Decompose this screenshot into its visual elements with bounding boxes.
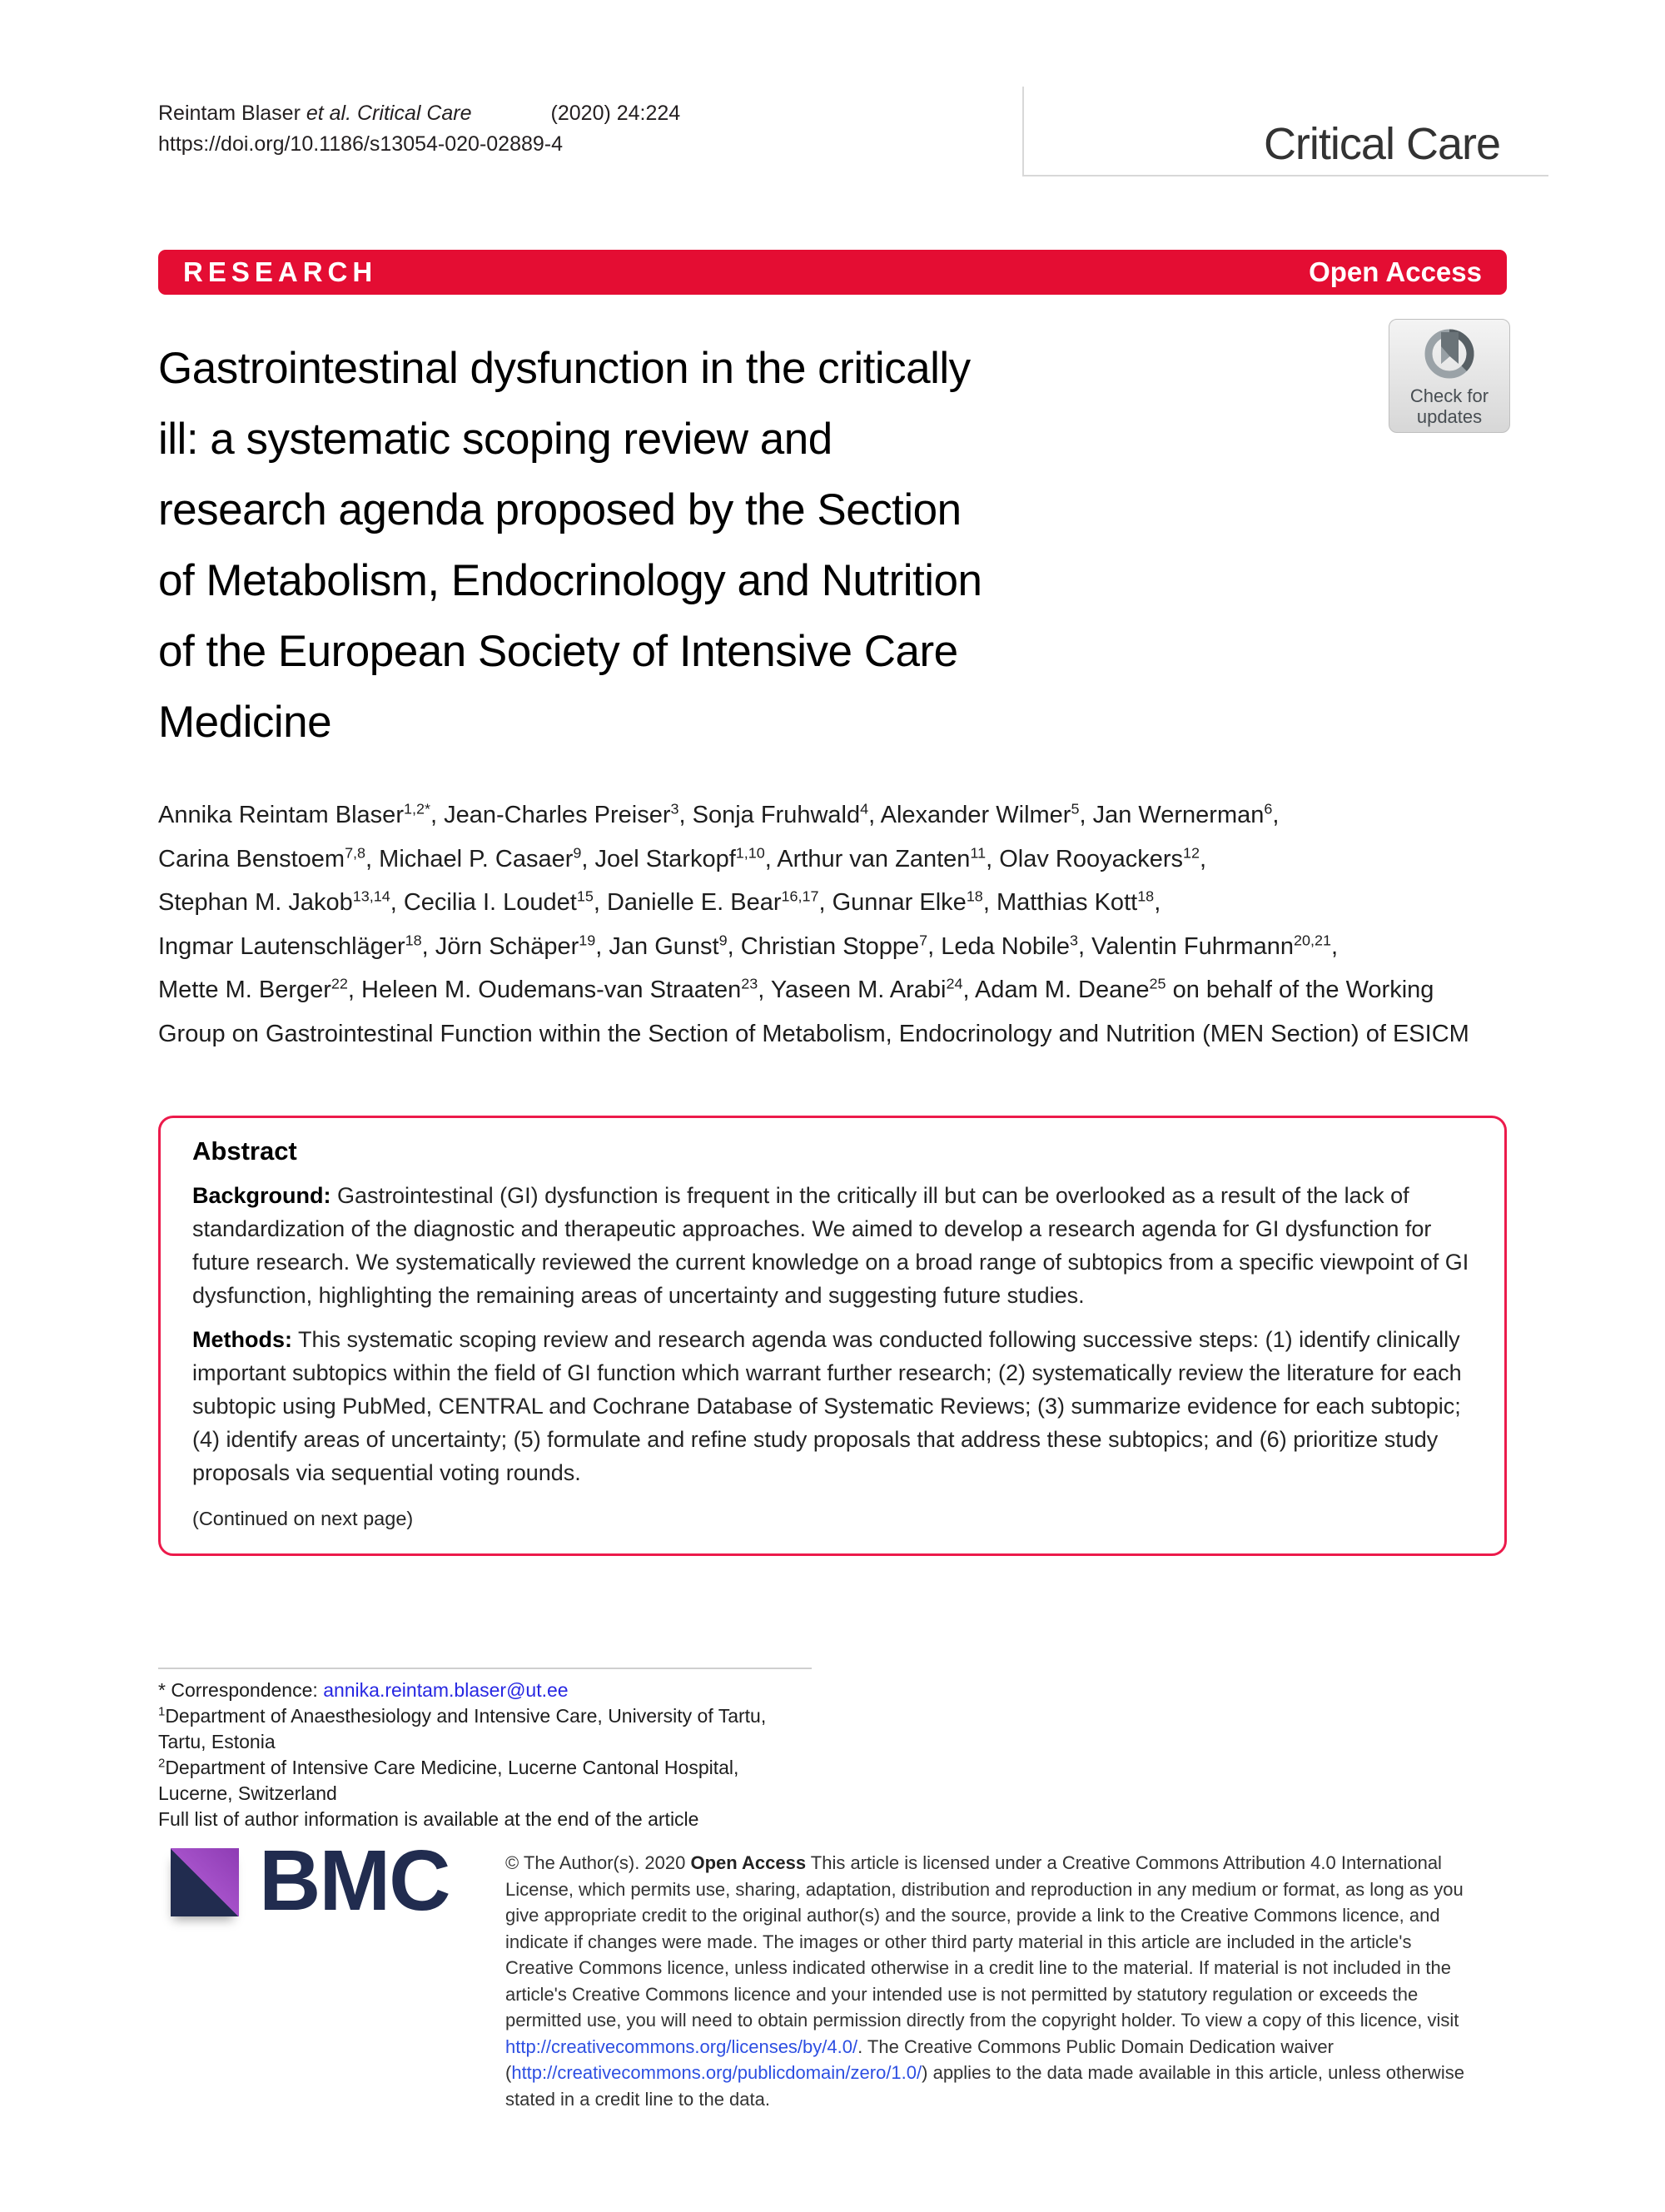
abstract-box [158,1116,1507,1556]
check-updates-label: Check for updates [1409,385,1489,427]
correspondence-email-link[interactable]: annika.reintam.blaser@ut.ee [323,1679,569,1701]
affiliation: $^2$Department of Intensive Care Medicine, Lucerne Cantonal Hospital, Lucerne, Switzerland [158,1756,739,1804]
research-banner [158,250,1507,295]
journal-masthead [1022,87,1548,176]
citation-authors: Reintam Blaser [158,102,306,125]
abstract-background: Background: Gastrointestinal (GI) dysfunction is frequent in the critically ill but can be overlooked as a result of the lack of standardization of the diagnostic and therapeutic approaches. We aimed to develop a research agenda for GI dysfunction for future research. We systematically reviewed the current knowledge on a broad range of subtopics from a specific viewpoint of GI dysfunction, highlighting the remaining areas of uncertainty and suggesting future studies. [192,1183,1469,1308]
open-access-label: Open Access [1309,256,1482,287]
correspondence-line: * Correspondence: annika.reintam.blaser@ut.ee [158,1679,569,1701]
citation-journal-italic: et al. Critical Care [306,102,472,125]
abstract-heading: Abstract [192,1136,297,1166]
full-author-info-note: Full list of author information is available at the end of the article [158,1808,699,1830]
check-updates-icon [1419,325,1480,385]
continued-note: (Continued on next page) [192,1508,414,1529]
doi-text: https://doi.org/10.1186/s13054-020-02889-4 [158,132,564,156]
bmc-logo-text: BMC [259,1832,450,1928]
article-type-label: RESEARCH [183,256,378,287]
license-link[interactable]: http://creativecommons.org/publicdomain/zero/1.0/ [511,2062,922,2083]
citation-issue: (2020) 24:224 [550,102,681,125]
affiliation: $^1$Department of Anaesthesiology and Intensive Care, University of Tartu, Tartu, Estonia [158,1704,767,1752]
license-link[interactable]: http://creativecommons.org/licenses/by/4.0/ [505,2036,858,2057]
license-text: © The Author(s). 2020 Open Access This article is licensed under a Creative Commons Attribution 4.0 International License, which permits use, sharing, adaptation, distribution and reproduction in any medium or format, as long as you give appropriate credit to the original author(s) and the source, provide a link to the Creative Commons licence, and indicate if changes were made. The images or other third party material in this article are included in the article's Creative Commons licence, unless indicated otherwise in a credit line to the material. If material is not included in the article's Creative Commons licence and your intended use is not permitted by statutory regulation or exceeds the permitted use, you will need to obtain permission directly from the copyright holder. To view a copy of this licence, visit http://creativecommons.org/licenses/by/4.0/. The Creative Commons Public Domain Dedication waiver (http://creativecommons.org/publicdomain/zero/1.0/) applies to the data made available in this article, unless otherwise stated in a credit line to the data. [505,1852,1464,2110]
methods-label: Methods: [192,1327,292,1352]
journal-name: Critical Care [1263,119,1500,169]
affiliation-list [158,1703,812,1807]
background-label: Background: [192,1183,331,1208]
footnotes [158,1668,812,1832]
bmc-logo-mark-icon [171,1848,239,1916]
citation-line [158,98,680,129]
article-title: Gastrointestinal dysfunction in the critically ill: a systematic scoping review and research agenda proposed by the Section of Metabolism, Endocrinology and Nutrition of the European Society of Intensive Care Medicine [158,344,982,747]
check-updates-badge[interactable] [1389,319,1510,433]
author-list: Annika Reintam Blaser$^{1,2*}$, Jean-Charles Preiser$^3$, Sonja Fruhwald$^4$, Alexander Wilmer$^5$, Jan Wernerman$^6$, Carina Benstoem$^{7,8}$, Michael P. Casaer$^9$, Joel Starkopf$^{1,10}$, Arthur van Zanten$^{11}$, Olav Rooyackers$^{12}$, Stephan M. Jakob$^{13,14}$, Cecilia I. Loudet$^{15}$, Danielle E. Bear$^{16,17}$, Gunnar Elke$^{18}$, Matthias Kott$^{18}$, Ingmar Lautenschläger$^{18}$, Jörn Schäper$^{19}$, Jan Gunst$^9$, Christian Stoppe$^7$, Leda Nobile$^3$, Valentin Fuhrmann$^{20,21}$, Mette M. Berger$^{22}$, Heleen M. Oudemans-van Straaten$^{23}$, Yaseen M. Arabi$^{24}$, Adam M. Deane$^{25}$ on behalf of the Working Group on Gastrointestinal Function within the Section of Metabolism, Endocrinology and Nutrition (MEN Section) of ESICM [158,800,1469,1047]
abstract-methods: Methods: This systematic scoping review and research agenda was conducted following successive steps: (1) identify clinically important subtopics within the field of GI function which warrant further research; (2) systematically review the literature for each subtopic using PubMed, CENTRAL and Cochrane Database of Systematic Reviews; (3) summarize evidence for each subtopic; (4) identify areas of uncertainty; (5) formulate and refine study proposals that address these subtopics; and (6) prioritize study proposals via sequential voting rounds. [192,1327,1462,1485]
bmc-logo [171,1832,450,1928]
citation [158,98,680,160]
